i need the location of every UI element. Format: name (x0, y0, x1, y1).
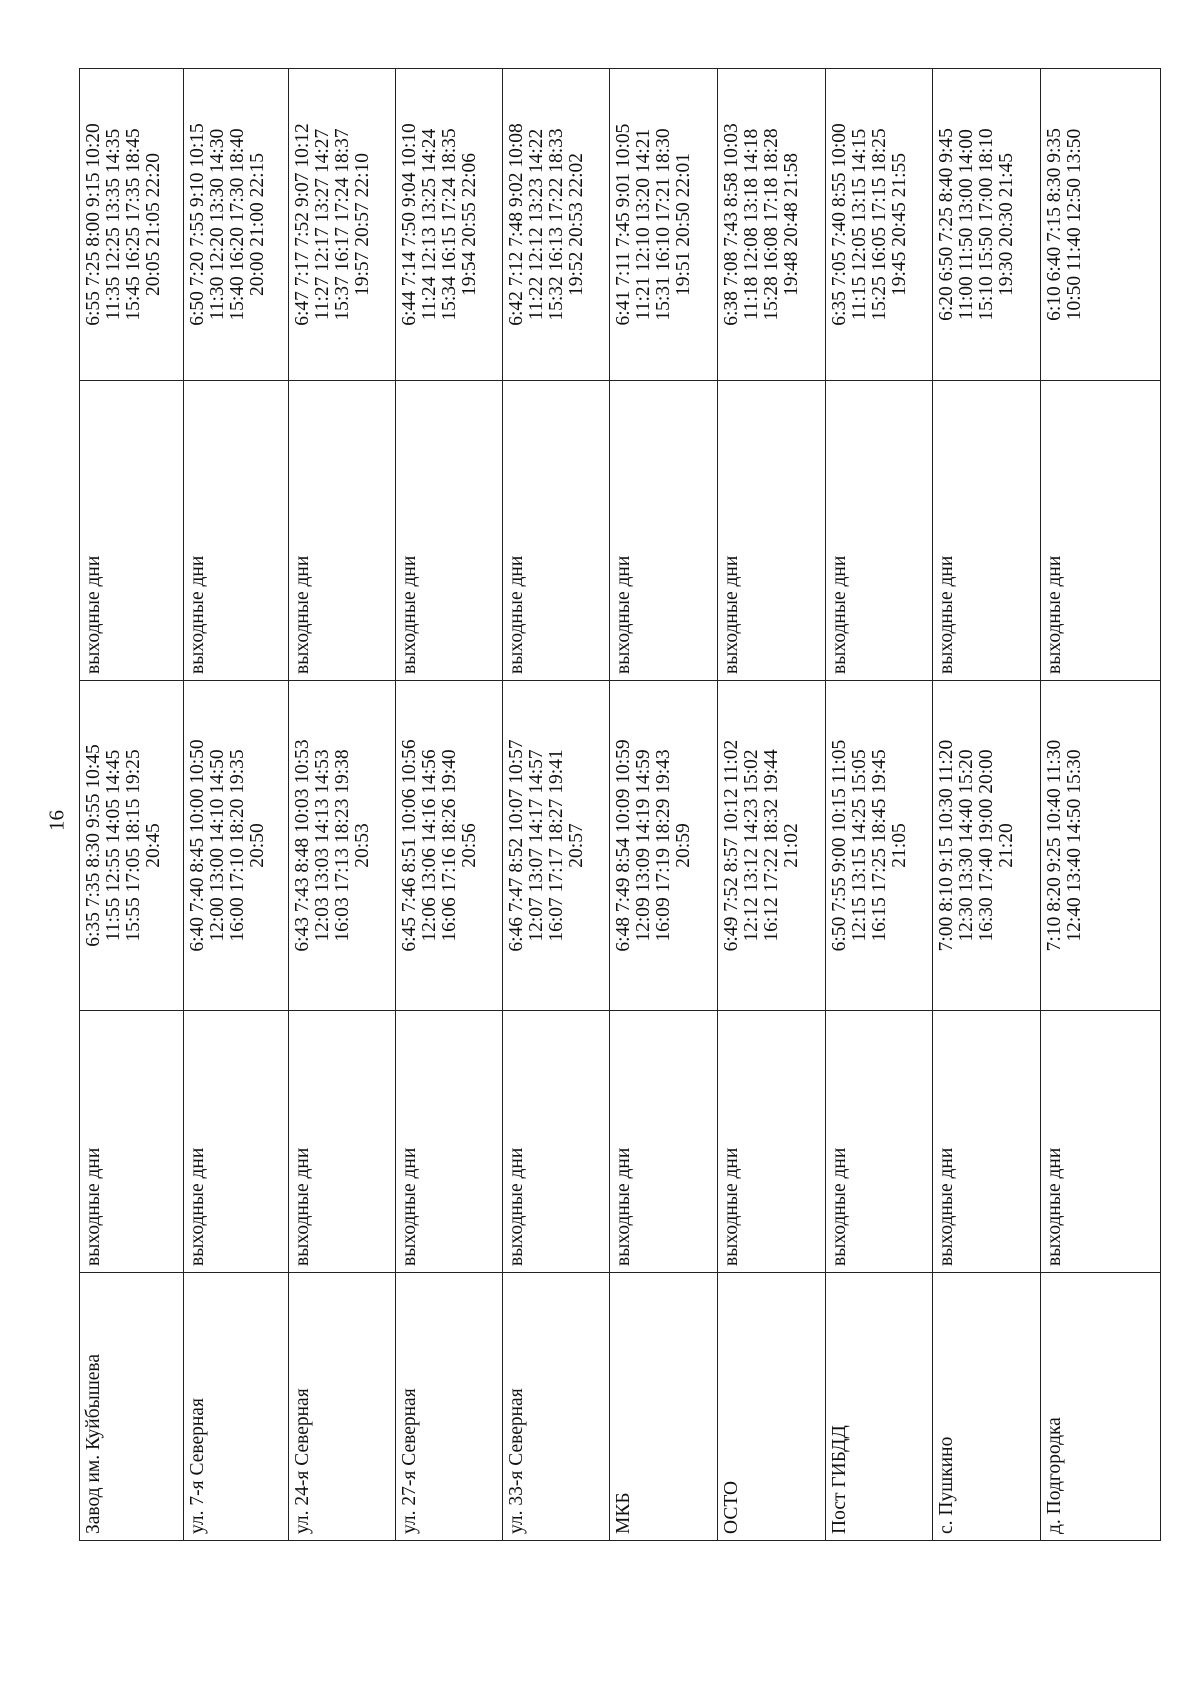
time-line: 20:56 (459, 823, 480, 868)
time-line: 11:15 12:05 13:15 14:15 (849, 128, 870, 321)
time-line: 6:55 7:25 8:00 9:15 10:20 (83, 123, 104, 326)
time-line: 6:20 6:50 7:25 8:40 9:45 (936, 128, 957, 321)
schedule-body (80, 69, 1161, 1541)
time-line: 15:40 16:20 17:30 18:40 (227, 128, 248, 321)
day-type: выходные дни (718, 1011, 826, 1273)
time-line: 6:50 7:55 9:00 10:15 11:05 (829, 739, 850, 952)
time-line: 12:03 13:03 14:13 14:53 (312, 749, 333, 942)
time-line: 15:10 15:50 17:00 18:10 (976, 128, 997, 321)
time-line: 12:12 13:12 14:23 15:02 (741, 749, 762, 942)
stop-name: с. Пушкино (933, 1273, 1041, 1541)
time-line: 19:45 20:45 21:55 (889, 153, 910, 297)
time-line: 12:06 13:06 14:16 14:56 (419, 749, 440, 942)
time-line: 12:15 13:15 14:25 15:05 (849, 749, 870, 942)
time-line: 16:06 17:16 18:26 19:40 (439, 749, 460, 942)
time-line: 11:27 12:17 13:27 14:27 (312, 128, 333, 321)
time-line: 10:50 11:40 12:50 13:50 (1064, 128, 1085, 321)
time-line: 12:09 13:09 14:19 14:59 (633, 749, 654, 942)
day-type: выходные дни (1041, 381, 1161, 681)
time-line: 6:40 7:40 8:45 10:00 10:50 (187, 739, 208, 952)
time-line: 6:38 7:08 7:43 8:58 10:03 (721, 123, 742, 326)
departure-times (933, 681, 1041, 1011)
time-line: 15:31 16:10 17:21 18:30 (653, 128, 674, 321)
day-type: выходные дни (610, 1011, 718, 1273)
time-line: 12:30 13:30 14:40 15:20 (956, 749, 977, 942)
stop-name: Пост ГИБДД (826, 1273, 933, 1541)
stop-name: ул. 33-я Северная (503, 1273, 610, 1541)
stop-name: ОСТО (718, 1273, 826, 1541)
time-line: 15:28 16:08 17:18 18:28 (761, 128, 782, 321)
time-line: 15:34 16:15 17:24 18:35 (439, 128, 460, 321)
time-line: 11:22 12:12 13:23 14:22 (526, 128, 547, 321)
day-type: выходные дни (503, 1011, 610, 1273)
departure-times (503, 69, 610, 381)
time-line: 6:35 7:05 7:40 8:55 10:00 (829, 123, 850, 326)
time-line: 16:12 17:22 18:32 19:44 (761, 749, 782, 942)
time-line: 16:03 17:13 18:23 19:38 (332, 749, 353, 942)
stop-name: Завод им. Куйбышева (80, 1273, 184, 1541)
stop-name: МКБ (610, 1273, 718, 1541)
departure-times (289, 681, 396, 1011)
schedule-row (184, 69, 289, 1541)
departure-times (1041, 69, 1161, 381)
time-line: 15:45 16:25 17:35 18:45 (123, 128, 144, 321)
time-line: 19:30 20:30 21:45 (996, 153, 1017, 297)
schedule-row (610, 69, 718, 1541)
departure-times (610, 681, 718, 1011)
time-line: 21:05 (889, 823, 910, 868)
day-type: выходные дни (396, 381, 503, 681)
departure-times (503, 681, 610, 1011)
day-type: выходные дни (826, 1011, 933, 1273)
departure-times (184, 681, 289, 1011)
day-type: выходные дни (1041, 1011, 1161, 1273)
departure-times (826, 69, 933, 381)
departure-times (718, 69, 826, 381)
time-line: 6:41 7:11 7:45 9:01 10:05 (613, 123, 634, 326)
time-line: 20:45 (143, 823, 164, 868)
time-line: 6:10 6:40 7:15 8:30 9:35 (1044, 128, 1065, 321)
time-line: 16:07 17:17 18:27 19:41 (546, 749, 567, 942)
time-line: 12:00 13:00 14:10 14:50 (207, 749, 228, 942)
time-line: 19:52 20:53 22:02 (566, 153, 587, 297)
time-line: 15:55 17:05 18:15 19:25 (123, 749, 144, 942)
time-line: 7:10 8:20 9:25 10:40 11:30 (1044, 739, 1065, 952)
time-line: 11:21 12:10 13:20 14:21 (633, 128, 654, 321)
stop-name: ул. 24-я Северная (289, 1273, 396, 1541)
time-line: 11:55 12:55 14:05 14:45 (103, 749, 124, 942)
time-line: 6:43 7:43 8:48 10:03 10:53 (292, 739, 313, 952)
departure-times (610, 69, 718, 381)
day-type: выходные дни (80, 1011, 184, 1273)
time-line: 6:48 7:49 8:54 10:09 10:59 (613, 739, 634, 952)
time-line: 6:46 7:47 8:52 10:07 10:57 (506, 739, 527, 952)
schedule-row (933, 69, 1041, 1541)
stop-name: д. Подгородка (1041, 1273, 1161, 1541)
time-line: 20:57 (566, 823, 587, 868)
day-type: выходные дни (826, 381, 933, 681)
time-line: 15:37 16:17 17:24 18:37 (332, 128, 353, 321)
time-line: 6:50 7:20 7:55 9:10 10:15 (187, 123, 208, 326)
time-line: 11:35 12:25 13:35 14:35 (103, 128, 124, 321)
time-line: 6:35 7:35 8:30 9:55 10:45 (83, 744, 104, 947)
time-line: 20:05 21:05 22:20 (143, 153, 164, 297)
time-line: 11:24 12:13 13:25 14:24 (419, 128, 440, 321)
day-type: выходные дни (933, 1011, 1041, 1273)
day-type: выходные дни (718, 381, 826, 681)
time-line: 19:48 20:48 21:58 (781, 153, 802, 297)
departure-times (184, 69, 289, 381)
departure-times (933, 69, 1041, 381)
day-type: выходные дни (289, 381, 396, 681)
schedule-row (80, 69, 184, 1541)
time-line: 12:40 13:40 14:50 15:30 (1064, 749, 1085, 942)
day-type: выходные дни (289, 1011, 396, 1273)
time-line: 20:00 21:00 22:15 (247, 153, 268, 297)
departure-times (80, 681, 184, 1011)
departure-times (289, 69, 396, 381)
time-line: 21:02 (781, 823, 802, 868)
time-line: 15:25 16:05 17:15 18:25 (869, 128, 890, 321)
time-line: 16:09 17:19 18:29 19:43 (653, 749, 674, 942)
time-line: 6:42 7:12 7:48 9:02 10:08 (506, 123, 527, 326)
time-line: 16:00 17:10 18:20 19:35 (227, 749, 248, 942)
schedule-row (826, 69, 933, 1541)
day-type: выходные дни (396, 1011, 503, 1273)
schedule-row (289, 69, 396, 1541)
time-line: 16:30 17:40 19:00 20:00 (976, 749, 997, 942)
time-line: 19:57 20:57 22:10 (352, 153, 373, 297)
time-line: 19:54 20:55 22:06 (459, 153, 480, 297)
departure-times (826, 681, 933, 1011)
time-line: 6:47 7:17 7:52 9:07 10:12 (292, 123, 313, 326)
time-line: 7:00 8:10 9:15 10:30 11:20 (936, 739, 957, 952)
time-line: 11:30 12:20 13:30 14:30 (207, 128, 228, 321)
day-type: выходные дни (610, 381, 718, 681)
stop-name: ул. 7-я Северная (184, 1273, 289, 1541)
bus-schedule-table (79, 68, 1161, 1541)
time-line: 16:15 17:25 18:45 19:45 (869, 749, 890, 942)
time-line: 19:51 20:50 22:01 (673, 153, 694, 297)
time-line: 11:00 11:50 13:00 14:00 (956, 129, 977, 320)
schedule-row (503, 69, 610, 1541)
day-type: выходные дни (184, 381, 289, 681)
departure-times (1041, 681, 1161, 1011)
time-line: 20:53 (352, 823, 373, 868)
time-line: 6:44 7:14 7:50 9:04 10:10 (399, 123, 420, 326)
departure-times (396, 681, 503, 1011)
schedule-row (1041, 69, 1161, 1541)
schedule-row (396, 69, 503, 1541)
day-type: выходные дни (503, 381, 610, 681)
stop-name: ул. 27-я Северная (396, 1273, 503, 1541)
rotated-content (79, 69, 1160, 1541)
departure-times (396, 69, 503, 381)
page-number: 16 (44, 810, 69, 831)
day-type: выходные дни (933, 381, 1041, 681)
schedule-table-wrapper (79, 69, 1160, 1541)
time-line: 20:50 (247, 823, 268, 868)
time-line: 12:07 13:07 14:17 14:57 (526, 749, 547, 942)
schedule-row (718, 69, 826, 1541)
departure-times (718, 681, 826, 1011)
time-line: 20:59 (673, 823, 694, 868)
day-type: выходные дни (184, 1011, 289, 1273)
time-line: 6:49 7:52 8:57 10:12 11:02 (721, 739, 742, 952)
day-type: выходные дни (80, 381, 184, 681)
departure-times (80, 69, 184, 381)
time-line: 21:20 (996, 823, 1017, 868)
time-line: 15:32 16:13 17:22 18:33 (546, 128, 567, 321)
time-line: 11:18 12:08 13:18 14:18 (741, 128, 762, 321)
time-line: 6:45 7:46 8:51 10:06 10:56 (399, 739, 420, 952)
